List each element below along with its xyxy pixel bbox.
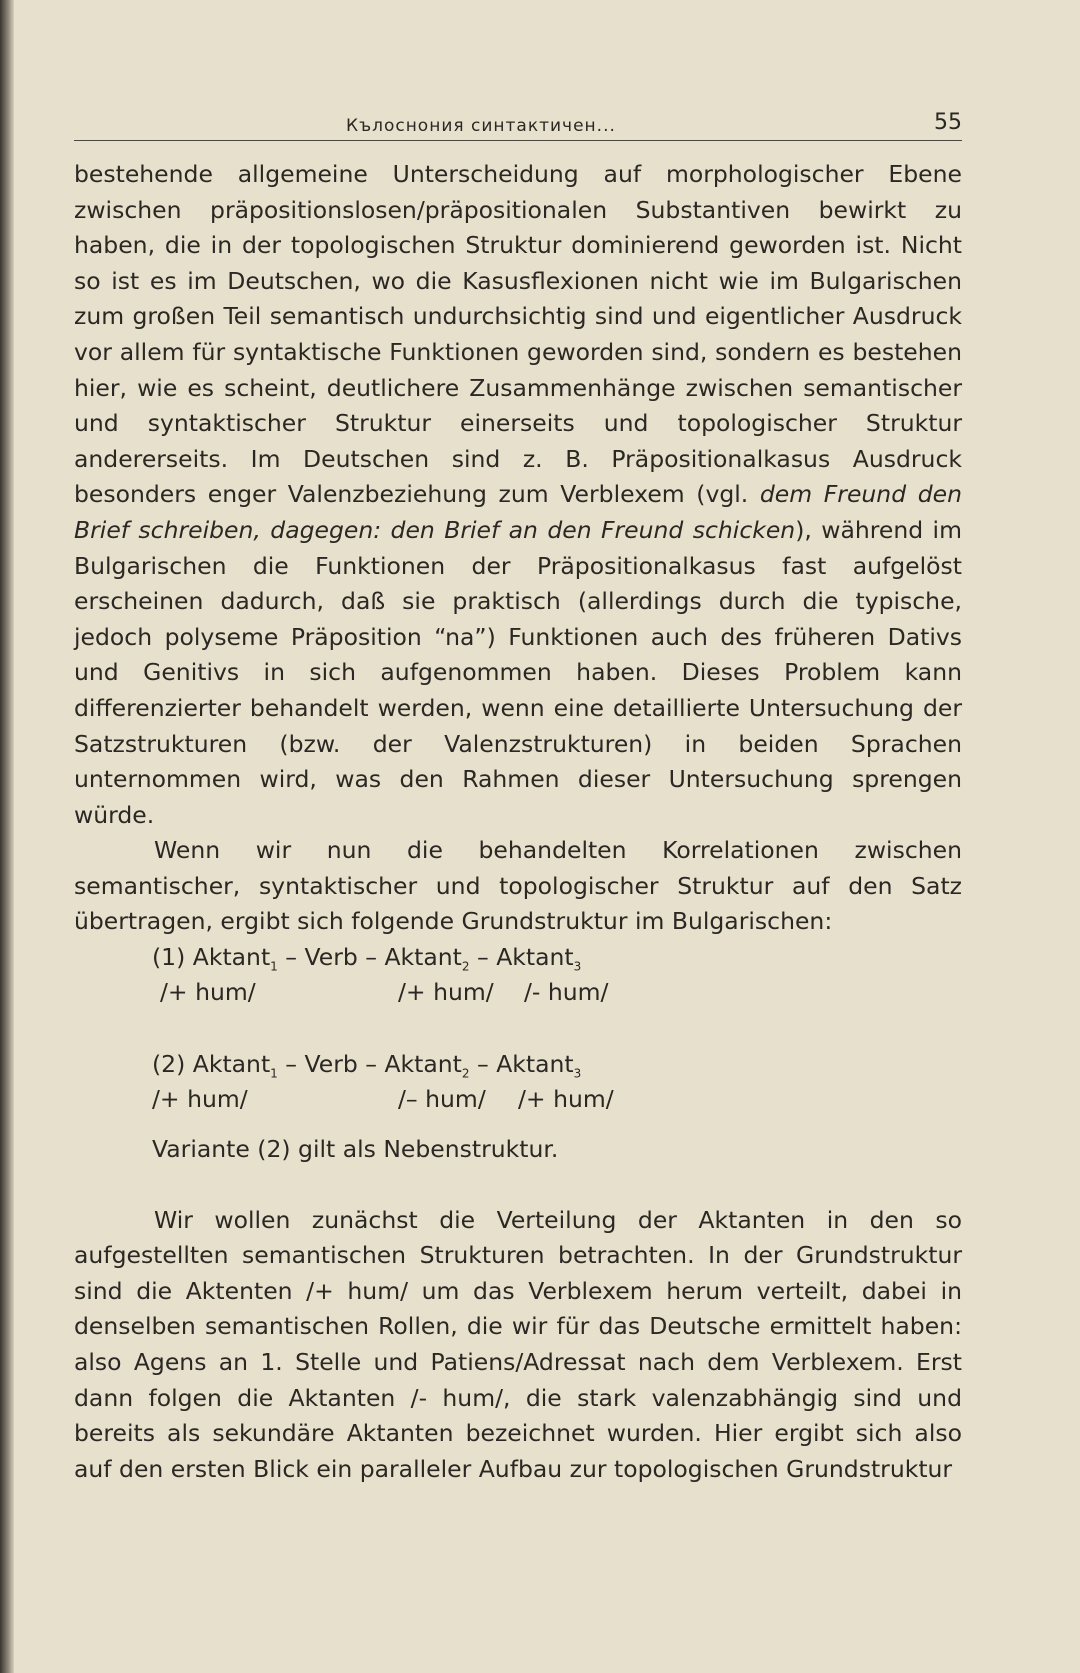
paragraph-2: Wenn wir nun die behandelten Korrelationen zwischen semantischer, syntaktischer und topologischer Struktur auf den Satz übertragen, ergibt sich folgende Grundstruktur im Bulgarischen: xyxy=(74,836,962,936)
formula-1-feature-aktant2: /+ hum/ xyxy=(398,978,494,1007)
running-head xyxy=(74,110,962,141)
variant-note: Variante (2) gilt als Nebenstruktur. xyxy=(152,1135,559,1164)
spacer xyxy=(74,1011,962,1047)
paragraph-1-text-b: ), während im Bulgarischen die Funktionen der Präpositionalkasus fast aufgelöst erscheinen dadurch, daß sie praktisch (allerdings durch die typische, jedoch polyseme Präposition “na”) Funktionen auch des früheren Dativs und Genitivs in sich aufgenommen haben. Dieses Problem kann differenzierter behandelt werden, wenn eine detaillierte Untersuchung der Satzstrukturen (bzw. der Valenzstrukturen) in beiden Sprachen unternommen wird, was den Rahmen dieser Untersuchung sprengen würde. xyxy=(74,515,962,829)
formula-1-feature-aktant3: /- hum/ xyxy=(524,978,609,1007)
formula-2-feature-aktant3: /+ hum/ xyxy=(518,1085,614,1114)
book-spine-shadow xyxy=(0,0,14,1673)
formula-1 xyxy=(74,940,962,1011)
paragraph-1-text-a: bestehende allgemeine Unterscheidung auf morphologischer Ebene zwischen präpositionslosen/präpositionalen Substantiven bewirkt zu haben, die in der topologischen Struktur dominierend geworden ist. Nicht so ist es im Deutschen, wo die Kasusflexionen nicht wie im Bulgarischen zum großen Teil semantisch undurchsichtig sind und eigentlicher Ausdruck vor allem für syntaktische Funktionen geworden sind, sondern es bestehen hier, wie es scheint, deutlichere Zusammenhänge zwischen semantischer und syntaktischer Struktur einerseits und topologischer Struktur andererseits. Im Deutschen sind z. B. Präpositionalkasus Ausdruck besonders enger Valenzbeziehung zum Verblexem (vgl. xyxy=(74,160,962,509)
formula-2-feature-aktant2: /– hum/ xyxy=(398,1085,486,1114)
formula-1-feature-aktant1: /+ hum/ xyxy=(160,978,256,1007)
running-head-title: Кълоснония синтактичен... xyxy=(346,116,616,136)
formula-1-structure: (1) Aktant$_1$ – Verb – Aktant$_2$ – Aktant$_3$ xyxy=(152,943,582,974)
formula-2-feature-aktant1: /+ hum/ xyxy=(152,1085,248,1114)
formula-2 xyxy=(74,1047,962,1118)
paragraph-1-example: dem Freund den Brief schreiben, dagegen: den Brief an den Freund schicken xyxy=(74,480,962,544)
formula-2-structure: (2) Aktant$_1$ – Verb – Aktant$_2$ – Aktant$_3$ xyxy=(152,1050,582,1081)
page-number: 55 xyxy=(934,110,962,135)
paragraph-3: Wir wollen zunächst die Verteilung der Aktanten in den so aufgestellten semantischen Strukturen betrachten. In der Grundstruktur sind die Aktenten /+ hum/ um das Verblexem herum verteilt, dabei in denselben semantischen Rollen, die wir für das Deutsche ermittelt haben: also Agens an 1. Stelle und Patiens/Adressat nach dem Verblexem. Erst dann folgen die Aktanten /- hum/, die stark valenzabhängig sind und bereits als sekundäre Aktanten bezeichnet wurden. Hier ergibt sich also auf den ersten Blick ein paralleler Aufbau zur topologischen Grundstruktur xyxy=(74,1205,962,1483)
body-text xyxy=(74,157,962,1487)
paragraph-1 xyxy=(74,157,962,833)
